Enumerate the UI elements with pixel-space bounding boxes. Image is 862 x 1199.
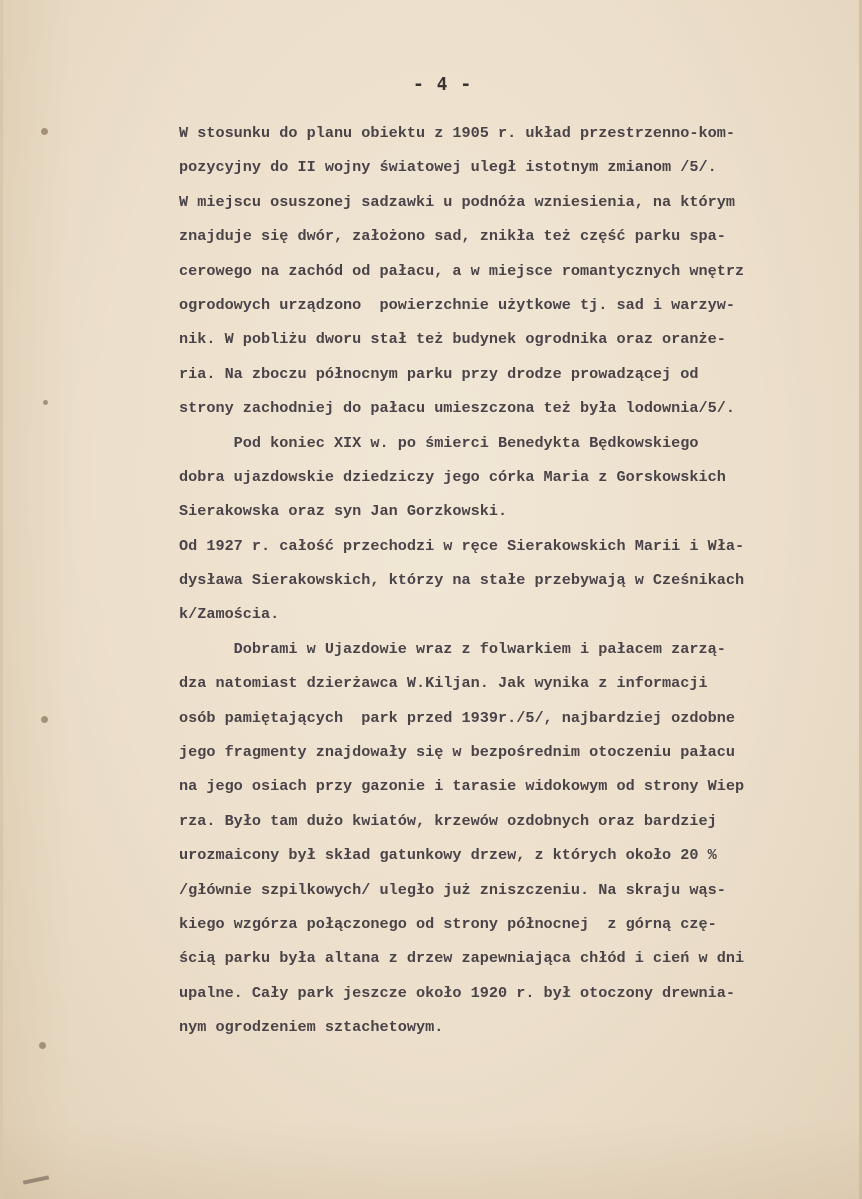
- binding-hole: [41, 716, 48, 723]
- text-line: kiego wzgórza połączonego od strony północnej z górną czę-: [179, 914, 717, 933]
- typewritten-body: [179, 116, 839, 1045]
- text-line: upalne. Cały park jeszcze około 1920 r. był otoczony drewnia-: [179, 983, 735, 1002]
- text-line: osób pamiętających park przed 1939r./5/, najbardziej ozdobne: [179, 708, 735, 727]
- page-number: - 4 -: [413, 74, 473, 95]
- text-line: na jego osiach przy gazonie i tarasie widokowym od strony Wiep: [179, 777, 745, 796]
- text-line: znajduje się dwór, założono sad, znikła też część parku spa-: [179, 227, 726, 246]
- text-line: dysława Sierakowskich, którzy na stałe przebywają w Cześnikach: [179, 571, 745, 590]
- text-line: /głównie szpilkowych/ uległo już zniszczeniu. Na skraju wąs-: [179, 880, 726, 899]
- text-line: rza. Było tam dużo kwiatów, krzewów ozdobnych oraz bardziej: [179, 811, 717, 830]
- text-line: ścią parku była altana z drzew zapewniająca chłód i cień w dni: [179, 949, 745, 968]
- text-line: Dobrami w Ujazdowie wraz z folwarkiem i pałacem zarzą-: [179, 639, 726, 658]
- text-line: dobra ujazdowskie dziedziczy jego córka Maria z Gorskowskich: [179, 467, 726, 486]
- text-line: dza natomiast dzierżawca W.Kiljan. Jak wynika z informacji: [179, 674, 708, 693]
- text-line: ogrodowych urządzono powierzchnie użytkowe tj. sad i warzyw-: [179, 295, 735, 314]
- text-line: Pod koniec XIX w. po śmierci Benedykta Będkowskiego: [179, 433, 699, 452]
- text-line: cerowego na zachód od pałacu, a w miejsce romantycznych wnętrz: [179, 261, 745, 280]
- text-line: Sierakowska oraz syn Jan Gorzkowski.: [179, 502, 508, 521]
- text-line: W miejscu osuszonej sadzawki u podnóża wzniesienia, na którym: [179, 192, 735, 211]
- paper-aging-bottom: [3, 1120, 862, 1199]
- text-line: urozmaicony był skład gatunkowy drzew, z których około 20 %: [179, 846, 717, 865]
- paper-aging-left: [3, 0, 73, 1199]
- binding-hole: [43, 400, 48, 405]
- text-line: ria. Na zboczu północnym parku przy drodze prowadzącej od: [179, 364, 699, 383]
- text-line: jego fragmenty znajdowały się w bezpośrednim otoczeniu pałacu: [179, 743, 735, 762]
- text-line: nik. W pobliżu dworu stał też budynek ogrodnika oraz oranże-: [179, 330, 726, 349]
- text-line: pozycyjny do II wojny światowej uległ istotnym zmianom /5/.: [179, 158, 717, 177]
- text-line: strony zachodniej do pałacu umieszczona też była lodownia/5/.: [179, 399, 735, 418]
- text-line: nym ogrodzeniem sztachetowym.: [179, 1018, 444, 1037]
- binding-hole: [39, 1042, 46, 1049]
- text-line: W stosunku do planu obiektu z 1905 r. układ przestrzenno-kom-: [179, 124, 735, 142]
- binding-hole: [41, 128, 48, 135]
- text-line: k/Zamościa.: [179, 605, 280, 624]
- text-line: Od 1927 r. całość przechodzi w ręce Sierakowskich Marii i Wła-: [179, 536, 745, 555]
